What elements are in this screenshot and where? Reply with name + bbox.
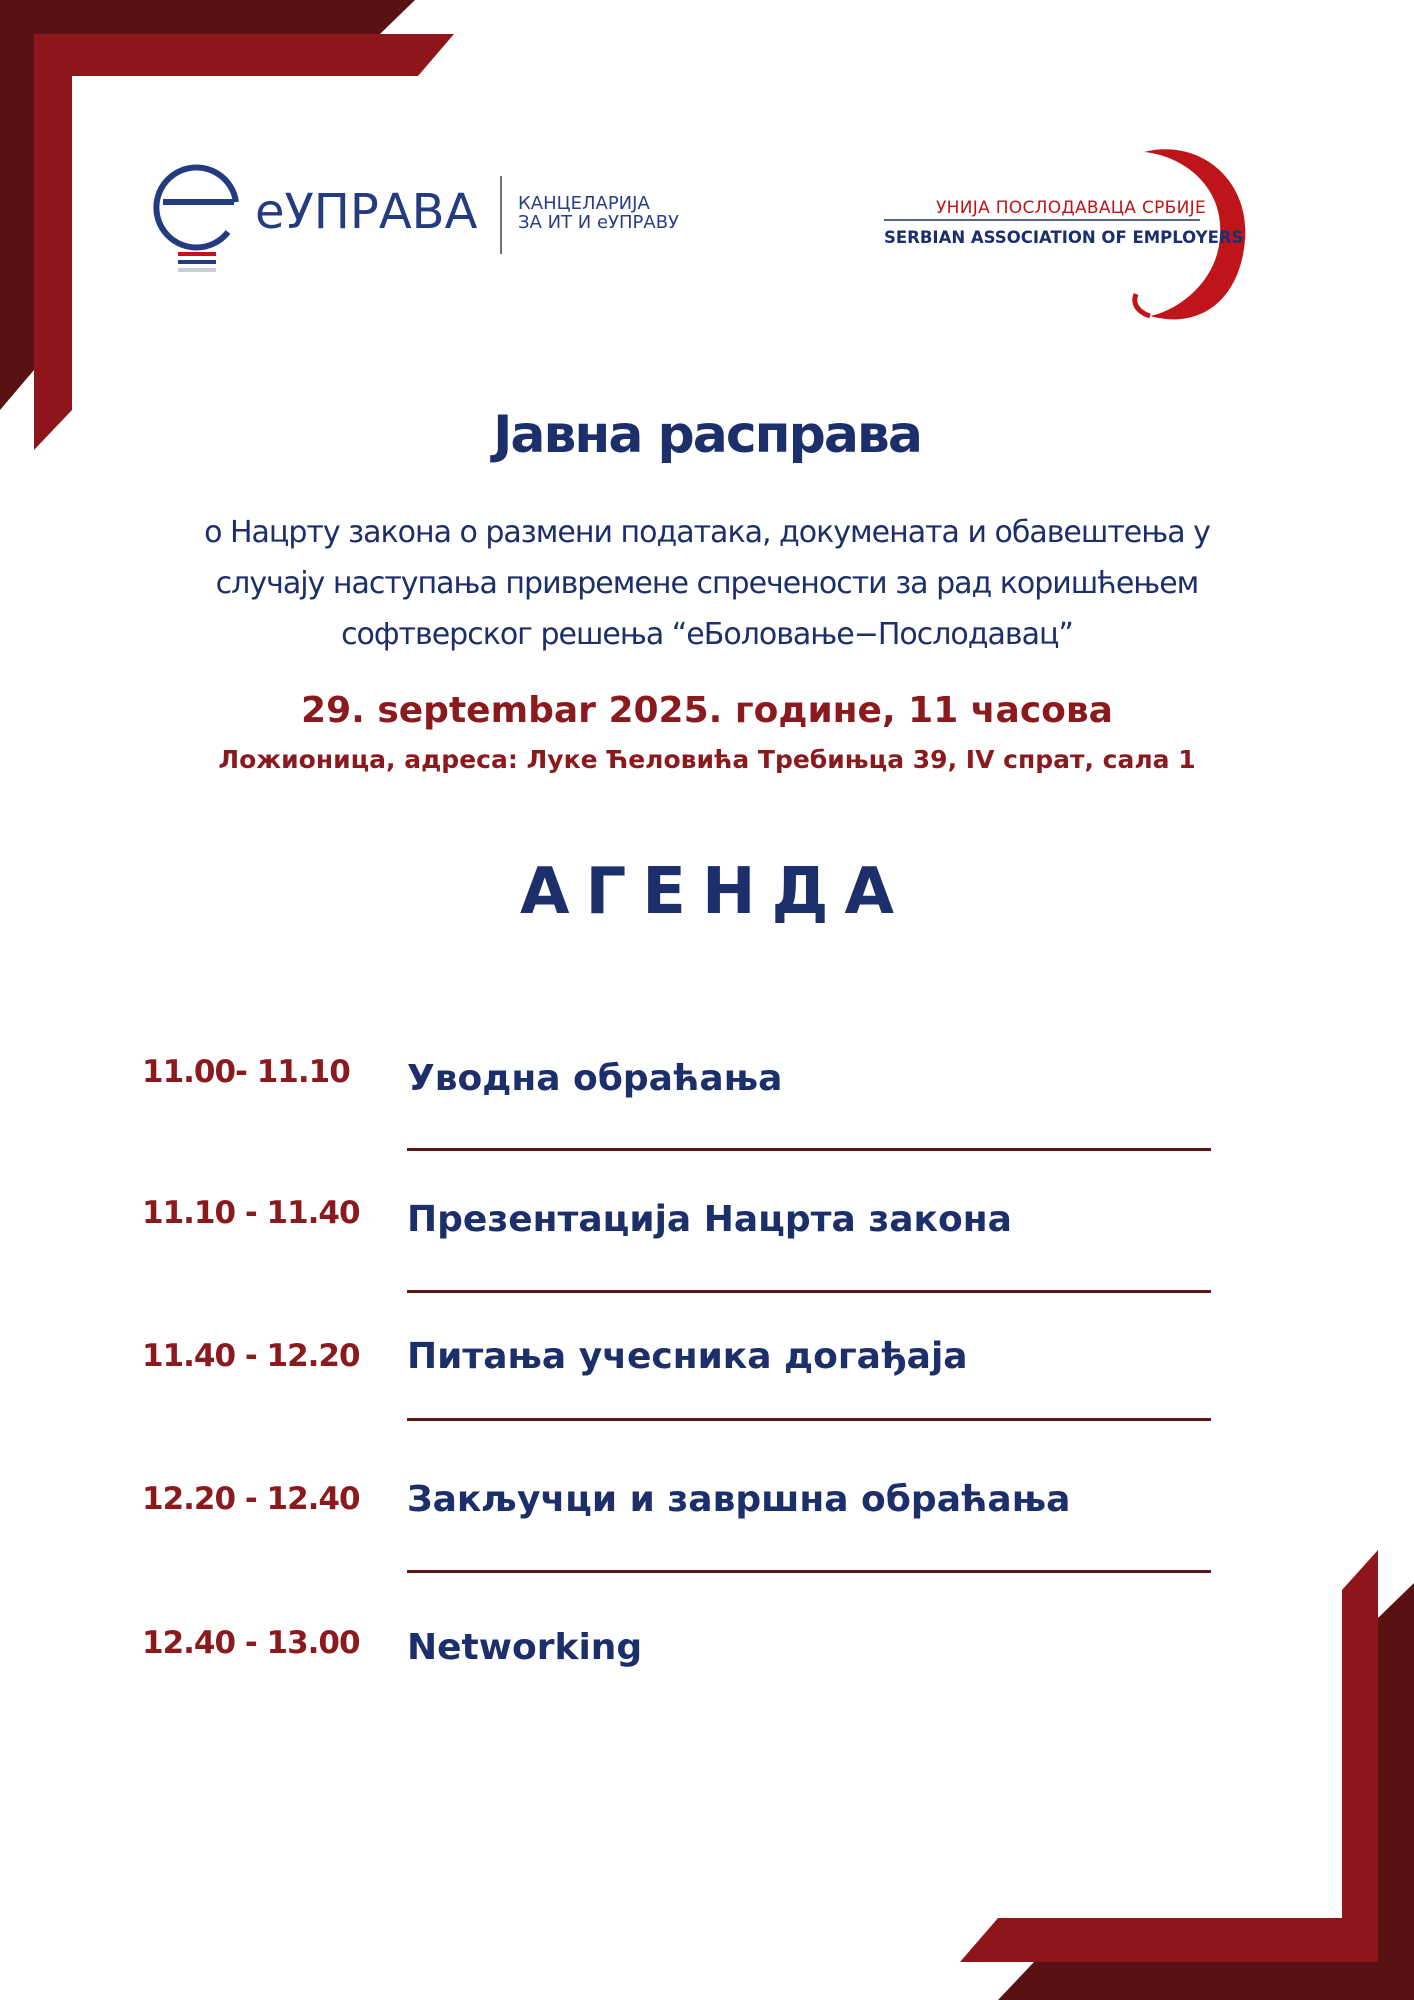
- subtitle-line-1: о Нацрту закона о размени података, докумената и обавештења у: [204, 515, 1210, 550]
- sae-name-serbian: УНИЈА ПОСЛОДАВАЦА СРБИЈЕ: [936, 198, 1206, 218]
- bulb-e-icon: [150, 158, 250, 288]
- sae-name-english: SERBIAN ASSOCIATION OF EMPLOYERS: [884, 228, 1244, 247]
- subtitle-line-2: случају наступања привремене спречености за рад коришћењем: [215, 566, 1199, 601]
- agenda-item-title: Уводна обраћања: [407, 1058, 783, 1099]
- agenda-time: 12.20 - 12.40: [142, 1481, 360, 1517]
- agenda-item-title: Networking: [407, 1627, 643, 1668]
- event-date: 29. septembar 2025. године, 11 часова: [301, 690, 1113, 731]
- subtitle-line-3: софтверског решења “еБоловање−Послодавац”: [341, 617, 1073, 652]
- page-title: Јавна расправа: [493, 405, 921, 465]
- agenda-heading: АГЕНДА: [519, 855, 911, 929]
- logo-separator: [500, 176, 502, 254]
- euprava-wordmark: еУПРАВА: [255, 184, 478, 240]
- agenda-divider: [407, 1570, 1211, 1573]
- agenda-divider: [407, 1418, 1211, 1421]
- event-address: Ложионица, адреса: Луке Ћеловића Требињца 39, IV спрат, сала 1: [218, 745, 1196, 774]
- agenda-item-title: Презентација Нацрта закона: [407, 1199, 1012, 1240]
- euprava-subtitle-line1: КАНЦЕЛАРИЈА: [518, 193, 650, 214]
- bottom-right-frame: [960, 1550, 1414, 2000]
- euprava-logo: [150, 158, 710, 288]
- agenda-time: 11.40 - 12.20: [142, 1338, 360, 1374]
- agenda-divider: [407, 1290, 1211, 1293]
- agenda-divider: [407, 1148, 1211, 1151]
- euprava-subtitle: [518, 194, 679, 232]
- euprava-subtitle-line2: ЗА ИТ И еУПРАВУ: [518, 212, 680, 233]
- agenda-time: 12.40 - 13.00: [142, 1625, 360, 1661]
- event-subtitle: [110, 507, 1304, 660]
- agenda-time: 11.10 - 11.40: [142, 1195, 360, 1231]
- agenda-item-title: Питања учесника догађаја: [407, 1336, 968, 1377]
- agenda-item-title: Закључци и завршна обраћања: [407, 1479, 1071, 1520]
- agenda-time: 11.00- 11.10: [142, 1054, 350, 1090]
- sae-logo: [880, 140, 1260, 330]
